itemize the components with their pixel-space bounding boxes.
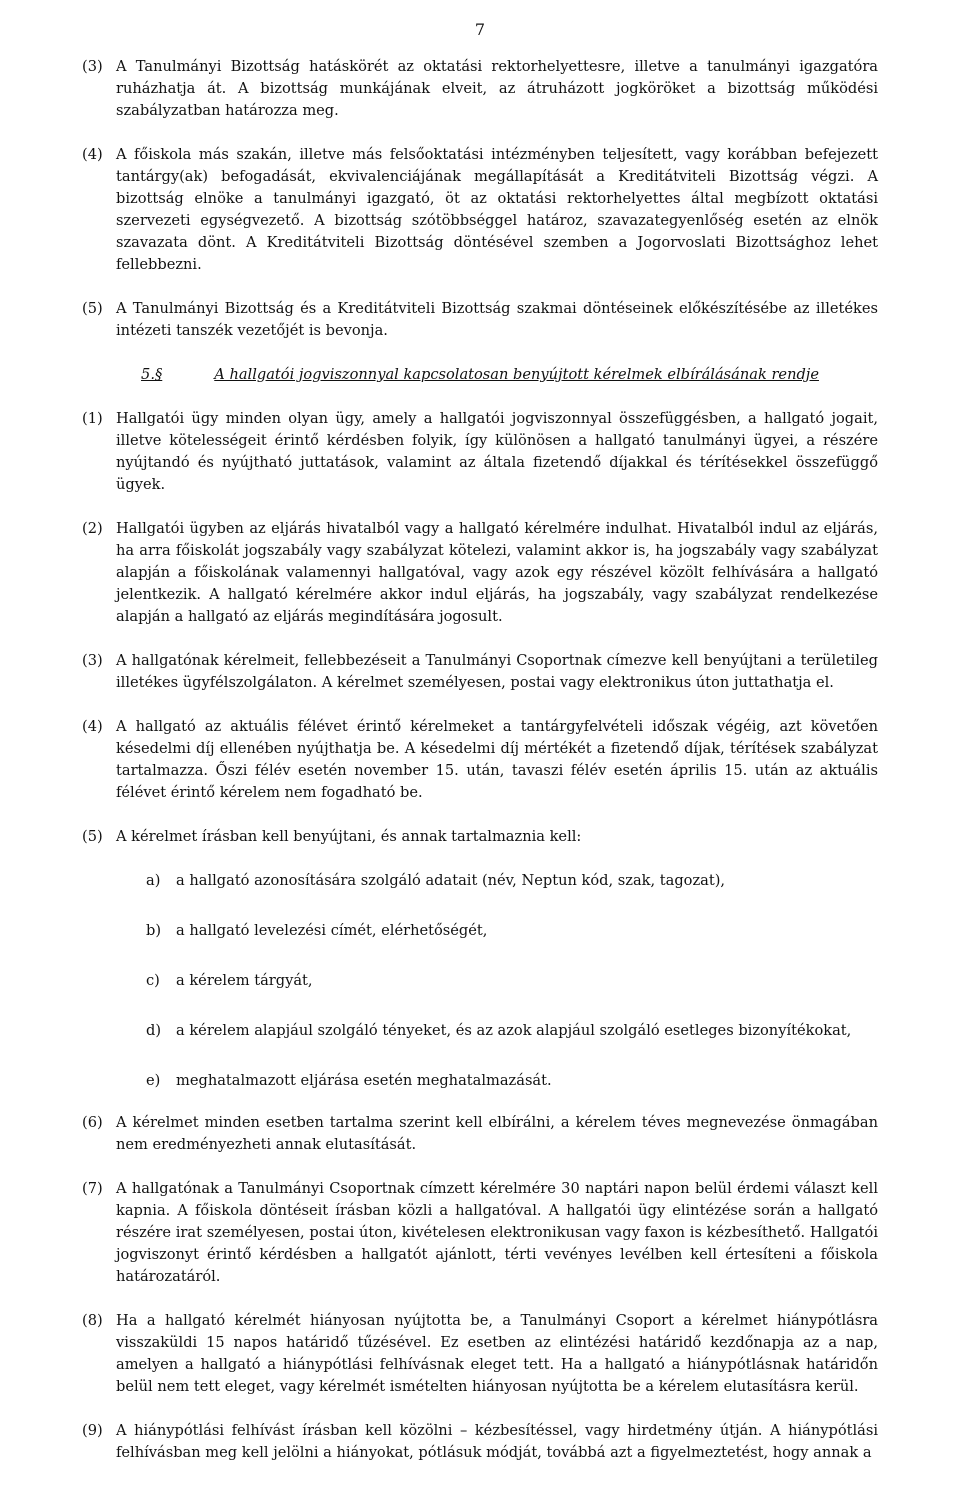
paragraph-text: A Tanulmányi Bizottság és a Kreditátviteli Bizottság szakmai döntéseinek előkészítésébe az illetékes intézeti tanszék vezetőjét is bevonja. <box>116 300 878 339</box>
list-item-letter: c) <box>146 972 160 989</box>
paragraph-6 <box>82 1112 878 1156</box>
paragraph-number: (8) <box>82 1312 103 1329</box>
paragraph-number: (9) <box>82 1422 103 1439</box>
paragraph-number: (4) <box>82 718 103 735</box>
paragraph-number: (6) <box>82 1114 103 1131</box>
paragraph-text: A Tanulmányi Bizottság hatáskörét az oktatási rektorhelyettesre, illetve a tanulmányi igazgatóra ruházhatja át. A bizottság munkájának elveit, az átruházott jogköröket a bizottság működési szabályzatban határozza meg. <box>116 58 878 119</box>
paragraph-text: A hiánypótlási felhívást írásban kell közölni – kézbesítéssel, vagy hirdetmény útján. A hiánypótlási felhívásban meg kell jelölni a hiányokat, pótlásuk módját, továbbá azt a figyelmeztetést, hogy annak a <box>116 1422 878 1461</box>
paragraph-number: (3) <box>82 58 103 75</box>
page-number <box>0 20 960 39</box>
list-item <box>82 1020 878 1042</box>
paragraph-3-top <box>82 56 878 122</box>
paragraph-5-top <box>82 298 878 342</box>
section-title: A hallgatói jogviszonnyal kapcsolatosan benyújtott kérelmek elbírálásának rendje <box>214 366 819 383</box>
list-item-letter: e) <box>146 1072 161 1089</box>
paragraph-1 <box>82 408 878 496</box>
list-item-letter: b) <box>146 922 162 939</box>
paragraph-text: Ha a hallgató kérelmét hiányosan nyújtotta be, a Tanulmányi Csoport a kérelmet hiánypótlásra visszaküldi 15 napos határidő tűzésével. Ez esetben az elintézési határidő kezdőnapja az a nap, amelyen a hallgató a hiánypótlási felhívásnak eleget tett. Ha a hallgató a hiánypótlásnak határidőn belül nem tett eleget, vagy kérelmét ismételten hiányosan nyújtotta be a kérelem elutasításra kerül. <box>116 1312 878 1395</box>
paragraph-number: (7) <box>82 1180 103 1197</box>
paragraph-3 <box>82 650 878 694</box>
paragraph-number: (5) <box>82 300 103 317</box>
list-item-letter: a) <box>146 872 161 889</box>
section-number: 5.§ <box>141 366 163 383</box>
paragraph-text: A kérelmet írásban kell benyújtani, és annak tartalmaznia kell: <box>116 828 582 845</box>
paragraph-text: Hallgatói ügy minden olyan ügy, amely a hallgatói jogviszonnyal összefüggésben, a hallgató jogait, illetve kötelességeit érintő kérdésben folyik, így különösen a hallgató tanulmányi ügyei, a részére nyújtandó és nyújtható juttatások, valamint az általa fizetendő díjakkal és térítésekkel összefüggő ügyek. <box>116 410 878 493</box>
paragraph-text: A főiskola más szakán, illetve más felsőoktatási intézményben teljesített, vagy korábban befejezett tantárgy(ak) befogadását, ekvivalenciájának megállapítását a Kreditátviteli Bizottság végzi. A bizottság elnöke a tanulmányi igazgató, öt az oktatási rektorhelyettes által megbízott oktatási szervezeti egységvezető. A bizottság szótöbbséggel határoz, szavazategyenlőség esetén az elnök szavazata dönt. A Kreditátviteli Bizottság döntésével szemben a Jogorvoslati Bizottsághoz lehet fellebbezni. <box>116 146 878 273</box>
paragraph-2 <box>82 518 878 628</box>
list-item <box>82 920 878 942</box>
list-item-text: a kérelem alapjául szolgáló tényeket, és az azok alapjául szolgáló esetleges bizonyítékokat, <box>176 1022 852 1039</box>
paragraph-7 <box>82 1178 878 1288</box>
paragraph-text: Hallgatói ügyben az eljárás hivatalból vagy a hallgató kérelmére indulhat. Hivatalból indul az eljárás, ha arra főiskolát jogszabály vagy szabályzat kötelezi, valamint akkor is, ha jogszabály vagy szabályzat alapján a főiskolának valamennyi hallgatóval, vagy azok egy részével közölt felhívására a hallgató jelentkezik. A hallgató kérelmére akkor indul eljárás, ha jogszabály, vagy szabályzat rendelkezése alapján a hallgató az eljárás megindítására jogosult. <box>116 520 878 625</box>
paragraph-number: (4) <box>82 146 103 163</box>
paragraph-number: (5) <box>82 828 103 845</box>
list-item-letter: d) <box>146 1022 162 1039</box>
paragraph-number: (1) <box>82 410 103 427</box>
list-item-text: a hallgató levelezési címét, elérhetőségét, <box>176 922 488 939</box>
list-item <box>82 970 878 992</box>
paragraph-text: A hallgatónak a Tanulmányi Csoportnak címzett kérelmére 30 naptári napon belül érdemi választ kell kapnia. A főiskola döntéseit írásban közli a hallgatóval. A hallgatói ügy elintézése során a hallgató részére irat személyesen, postai úton, kivételesen elektronikusan vagy faxon is kézbesíthető. Hallgatói jogviszonyt érintő kérdésben a hallgatót ajánlott, térti vevényes levélben kell értesíteni a főiskola határozatáról. <box>116 1180 878 1285</box>
paragraph-4 <box>82 716 878 804</box>
section-heading <box>82 364 878 386</box>
list-item-text: meghatalmazott eljárása esetén meghatalmazását. <box>176 1072 552 1089</box>
paragraph-text: A hallgatónak kérelmeit, fellebbezéseit a Tanulmányi Csoportnak címezve kell benyújtani a területileg illetékes ügyfélszolgálaton. A kérelmet személyesen, postai vagy elektronikus úton juttathatja el. <box>116 652 878 691</box>
requirements-list <box>82 870 878 1092</box>
paragraph-number: (2) <box>82 520 103 537</box>
document-body <box>82 56 878 1486</box>
list-item <box>82 870 878 892</box>
page-number-text: 7 <box>474 20 486 39</box>
list-item-text: a kérelem tárgyát, <box>176 972 313 989</box>
paragraph-5 <box>82 826 878 848</box>
list-item <box>82 1070 878 1092</box>
paragraph-number: (3) <box>82 652 103 669</box>
paragraph-8 <box>82 1310 878 1398</box>
paragraph-4-top <box>82 144 878 276</box>
list-item-text: a hallgató azonosítására szolgáló adatait (név, Neptun kód, szak, tagozat), <box>176 872 726 889</box>
paragraph-9 <box>82 1420 878 1464</box>
paragraph-text: A kérelmet minden esetben tartalma szerint kell elbírálni, a kérelem téves megnevezése önmagában nem eredményezheti annak elutasítását. <box>116 1114 878 1153</box>
paragraph-text: A hallgató az aktuális félévet érintő kérelmeket a tantárgyfelvételi időszak végéig, azt követően késedelmi díj ellenében nyújthatja be. A késedelmi díj mértékét a fizetendő díjak, térítések szabályzat tartalmazza. Őszi félév esetén november 15. után, tavaszi félév esetén április 15. után az aktuális félévet érintő kérelem nem fogadható be. <box>116 718 878 801</box>
